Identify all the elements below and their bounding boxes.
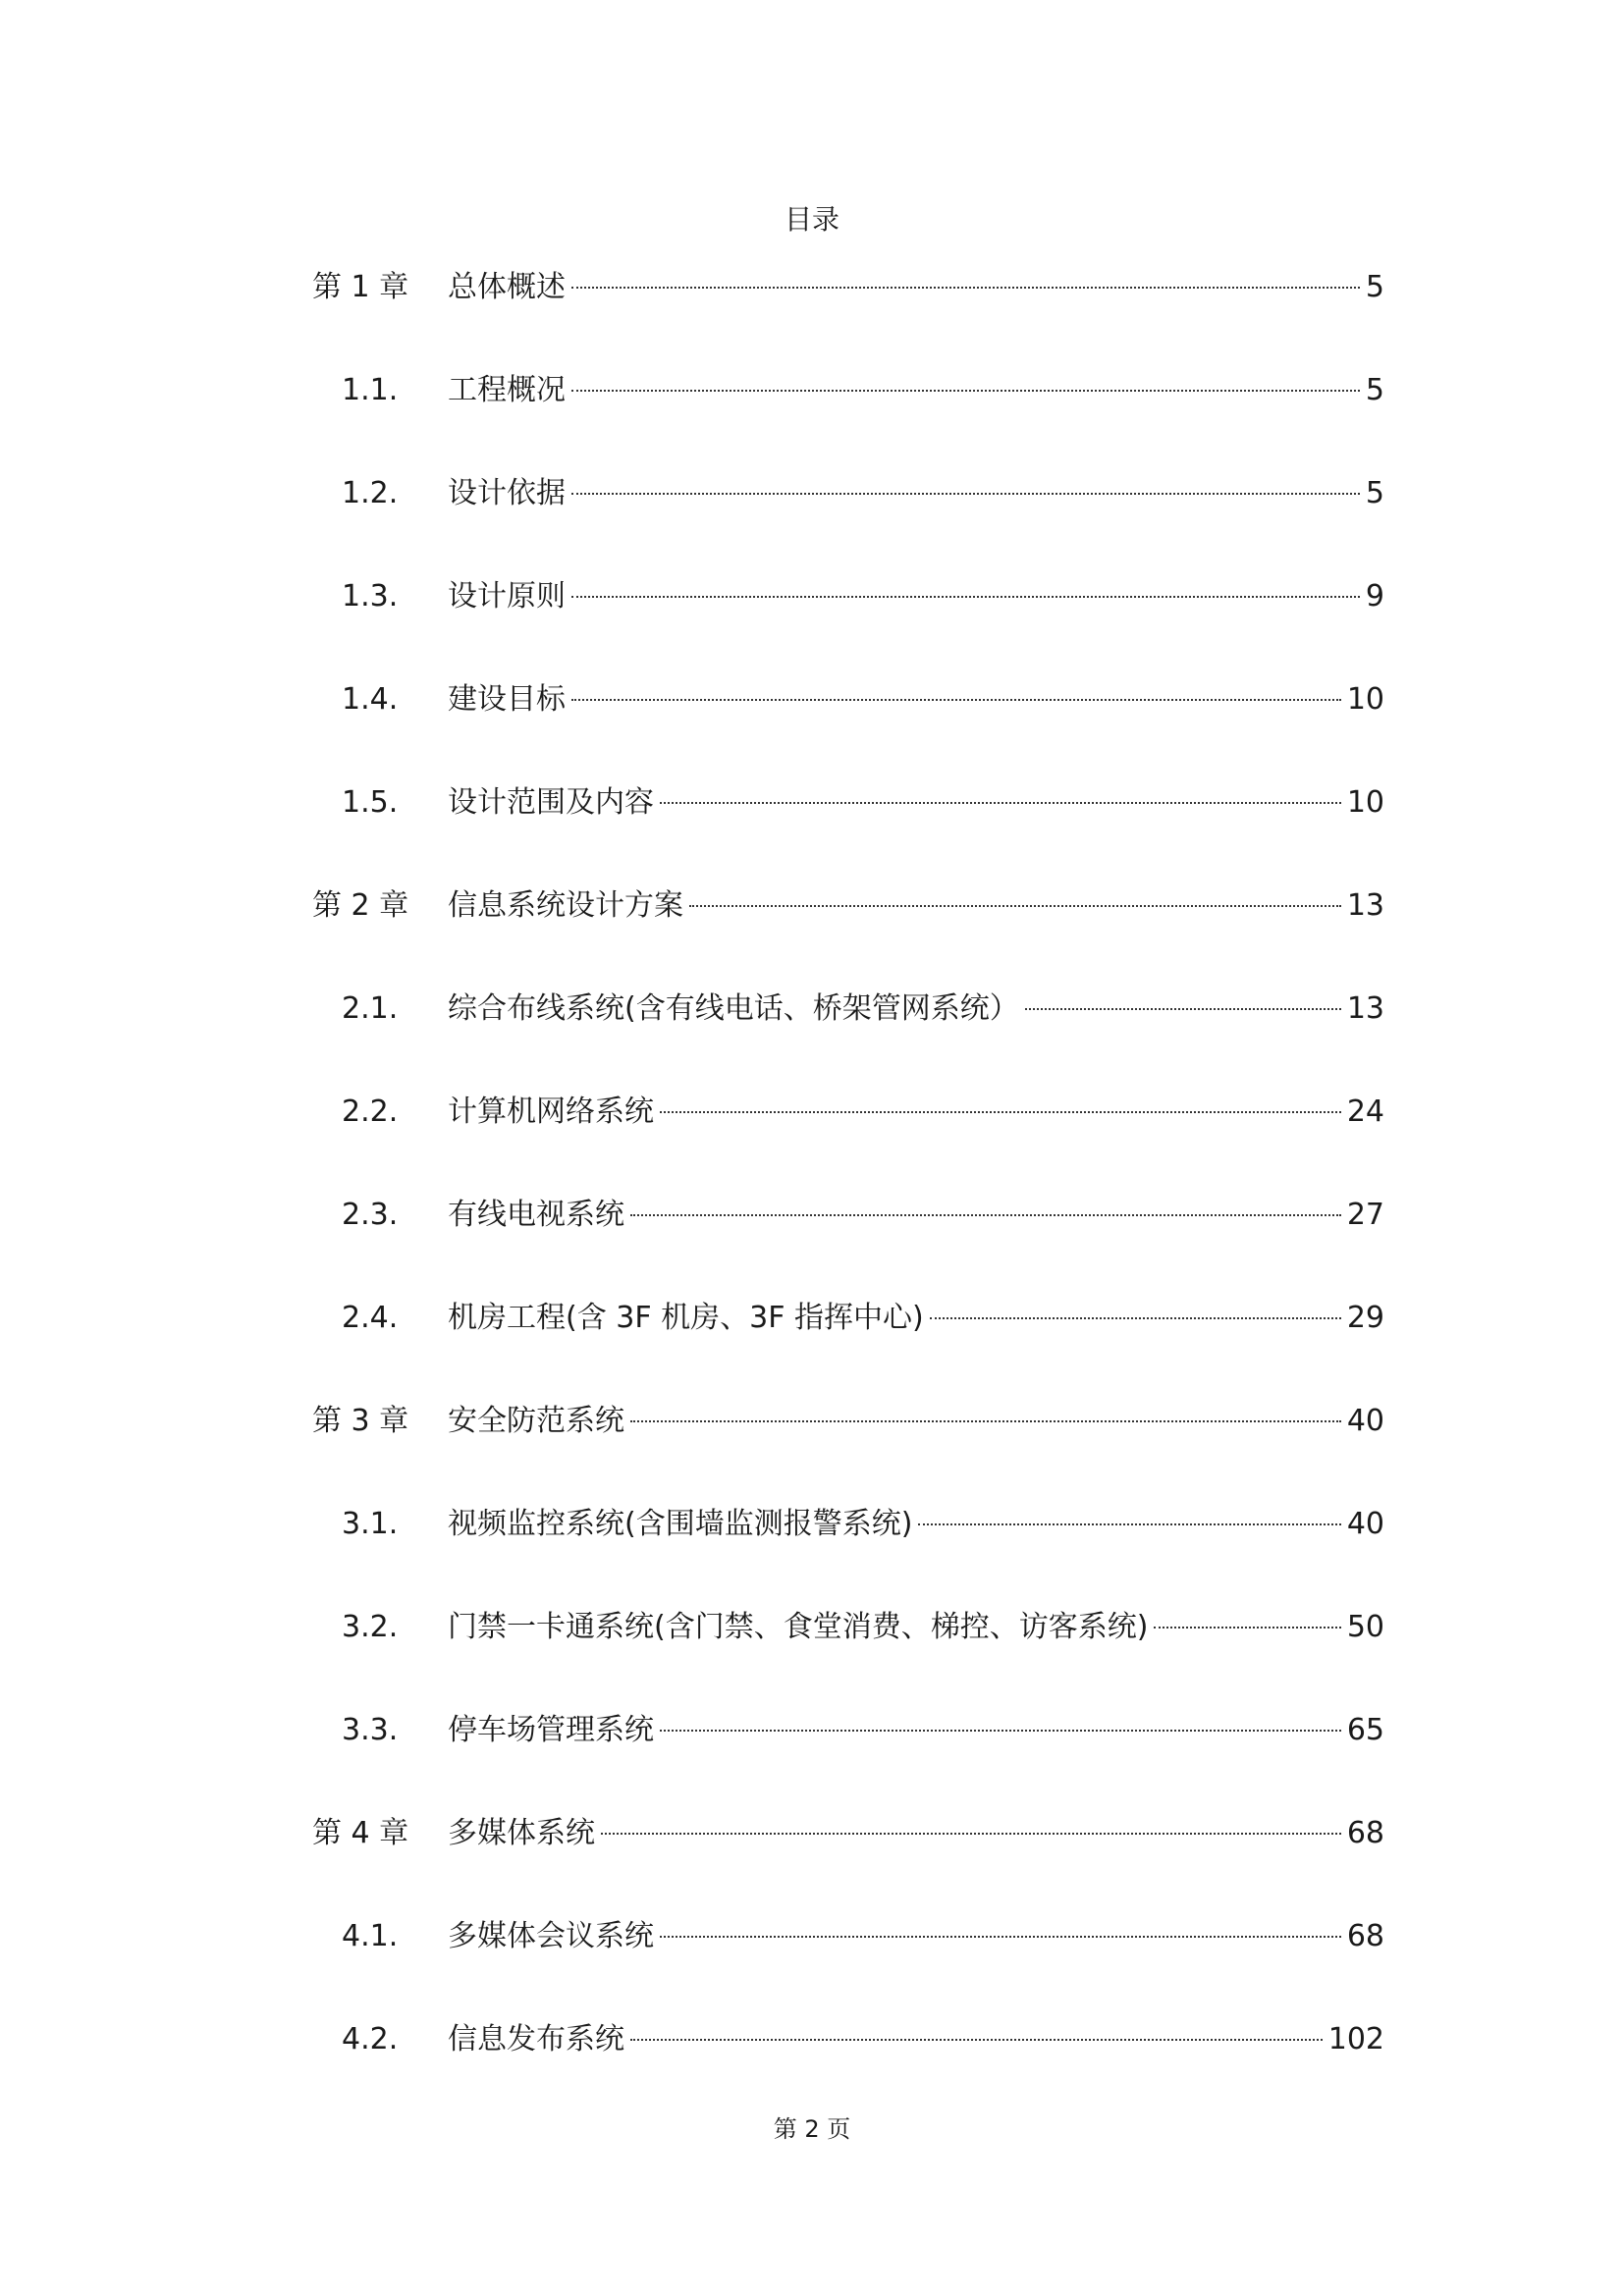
toc-dot-leader [660, 1936, 1341, 1938]
toc-entry-page: 5 [1365, 476, 1384, 510]
toc-entry-title: 计算机网络系统 [448, 1095, 654, 1129]
toc-dot-leader [660, 802, 1341, 804]
toc-entry-title: 有线电视系统 [448, 1198, 624, 1232]
toc-entry[interactable] [312, 1296, 1384, 1341]
toc-entry[interactable] [312, 1502, 1384, 1547]
toc-entry-page: 40 [1346, 1507, 1384, 1541]
toc-dot-leader [689, 905, 1341, 907]
toc-entry[interactable] [312, 1399, 1384, 1444]
toc-entry-title: 总体概述 [448, 270, 566, 304]
toc-dot-leader [630, 2039, 1323, 2041]
toc-entry-number: 3.1. [342, 1507, 399, 1541]
toc-entry-title: 安全防范系统 [448, 1404, 624, 1438]
toc-entry-title: 多媒体会议系统 [448, 1919, 654, 1953]
toc-entry-title: 设计依据 [448, 476, 566, 510]
toc-entry[interactable] [312, 1708, 1384, 1753]
toc-dot-leader [630, 1214, 1341, 1216]
toc-entry-title: 设计范围及内容 [448, 785, 654, 820]
toc-entry-page: 5 [1365, 373, 1384, 407]
toc-dot-leader [1154, 1627, 1340, 1629]
toc-entry-number: 第 2 章 [312, 888, 409, 923]
toc-entry-number: 1.4. [342, 682, 399, 717]
toc-dot-leader [601, 1833, 1341, 1835]
toc-entry-number: 2.4. [342, 1301, 399, 1335]
toc-entry-title: 信息系统设计方案 [448, 888, 683, 923]
toc-entry-number: 1.3. [342, 579, 399, 614]
toc-dot-leader [571, 287, 1360, 289]
toc-entry-page: 10 [1346, 682, 1384, 717]
toc-entry[interactable] [312, 1193, 1384, 1238]
toc-entry-page: 50 [1346, 1610, 1384, 1644]
toc-entry[interactable] [312, 883, 1384, 929]
toc-entry-page: 68 [1346, 1816, 1384, 1850]
toc-entry[interactable] [312, 471, 1384, 516]
toc-entry-number: 2.2. [342, 1095, 399, 1129]
toc-entry-title: 停车场管理系统 [448, 1713, 654, 1747]
toc-entry-page: 13 [1346, 888, 1384, 923]
toc-entry-page: 13 [1346, 991, 1384, 1026]
toc-entry-title: 机房工程(含 3F 机房、3F 指挥中心) [448, 1301, 924, 1335]
toc-entry-number: 3.3. [342, 1713, 399, 1747]
toc-dot-leader [660, 1730, 1341, 1732]
page-number-footer: 第 2 页 [773, 2115, 851, 2143]
toc-entry-title: 视频监控系统(含围墙监测报警系统) [448, 1507, 913, 1541]
toc-entry-page: 9 [1365, 579, 1384, 614]
toc-entry-number: 第 3 章 [312, 1404, 409, 1438]
toc-entry[interactable] [312, 265, 1384, 310]
toc-entry-number: 4.1. [342, 1919, 399, 1953]
toc-entry-number: 1.2. [342, 476, 399, 510]
toc-entry-title: 综合布线系统(含有线电话、桥架管网系统） [448, 991, 1019, 1026]
toc-entry-page: 24 [1346, 1095, 1384, 1129]
toc-entry-page: 27 [1346, 1198, 1384, 1232]
toc-entry-number: 2.3. [342, 1198, 399, 1232]
toc-entry-title: 门禁一卡通系统(含门禁、食堂消费、梯控、访客系统) [448, 1610, 1149, 1644]
toc-dot-leader [918, 1523, 1340, 1525]
toc-entry[interactable] [312, 2017, 1384, 2062]
toc-entry[interactable] [312, 677, 1384, 722]
page-title: 目录 [784, 203, 839, 236]
toc-entry-page: 10 [1346, 785, 1384, 820]
toc-entry-title: 信息发布系统 [448, 2022, 624, 2056]
toc-entry[interactable] [312, 987, 1384, 1032]
toc-entry-number: 第 4 章 [312, 1816, 409, 1850]
toc-entry-title: 工程概况 [448, 373, 566, 407]
toc-entry-title: 多媒体系统 [448, 1816, 595, 1850]
toc-entry-number: 2.1. [342, 991, 399, 1026]
toc-entry-number: 1.5. [342, 785, 399, 820]
toc-dot-leader [571, 493, 1360, 495]
toc-entry-number: 4.2. [342, 2022, 399, 2056]
toc-entry[interactable] [312, 1914, 1384, 1959]
toc-entry[interactable] [312, 1605, 1384, 1650]
toc-entry-page: 40 [1346, 1404, 1384, 1438]
toc-entry[interactable] [312, 574, 1384, 619]
toc-entry-number: 3.2. [342, 1610, 399, 1644]
toc-entry[interactable] [312, 1090, 1384, 1135]
toc-dot-leader [930, 1317, 1341, 1319]
toc-entry-page: 29 [1346, 1301, 1384, 1335]
toc-dot-leader [571, 699, 1341, 701]
toc-entry-number: 第 1 章 [312, 270, 409, 304]
toc-dot-leader [571, 596, 1360, 598]
toc-dot-leader [1025, 1008, 1341, 1010]
toc-entry[interactable] [312, 1811, 1384, 1856]
toc-dot-leader [660, 1111, 1341, 1113]
toc-entry-page: 5 [1365, 270, 1384, 304]
toc-entry[interactable] [312, 780, 1384, 826]
toc-entry[interactable] [312, 368, 1384, 413]
toc-entry-page: 102 [1327, 2022, 1384, 2056]
toc-entry-page: 68 [1346, 1919, 1384, 1953]
toc-entry-number: 1.1. [342, 373, 399, 407]
toc-entry-title: 建设目标 [448, 682, 566, 717]
toc-dot-leader [630, 1420, 1341, 1422]
toc-entry-title: 设计原则 [448, 579, 566, 614]
toc-dot-leader [571, 390, 1360, 392]
toc-entry-page: 65 [1346, 1713, 1384, 1747]
